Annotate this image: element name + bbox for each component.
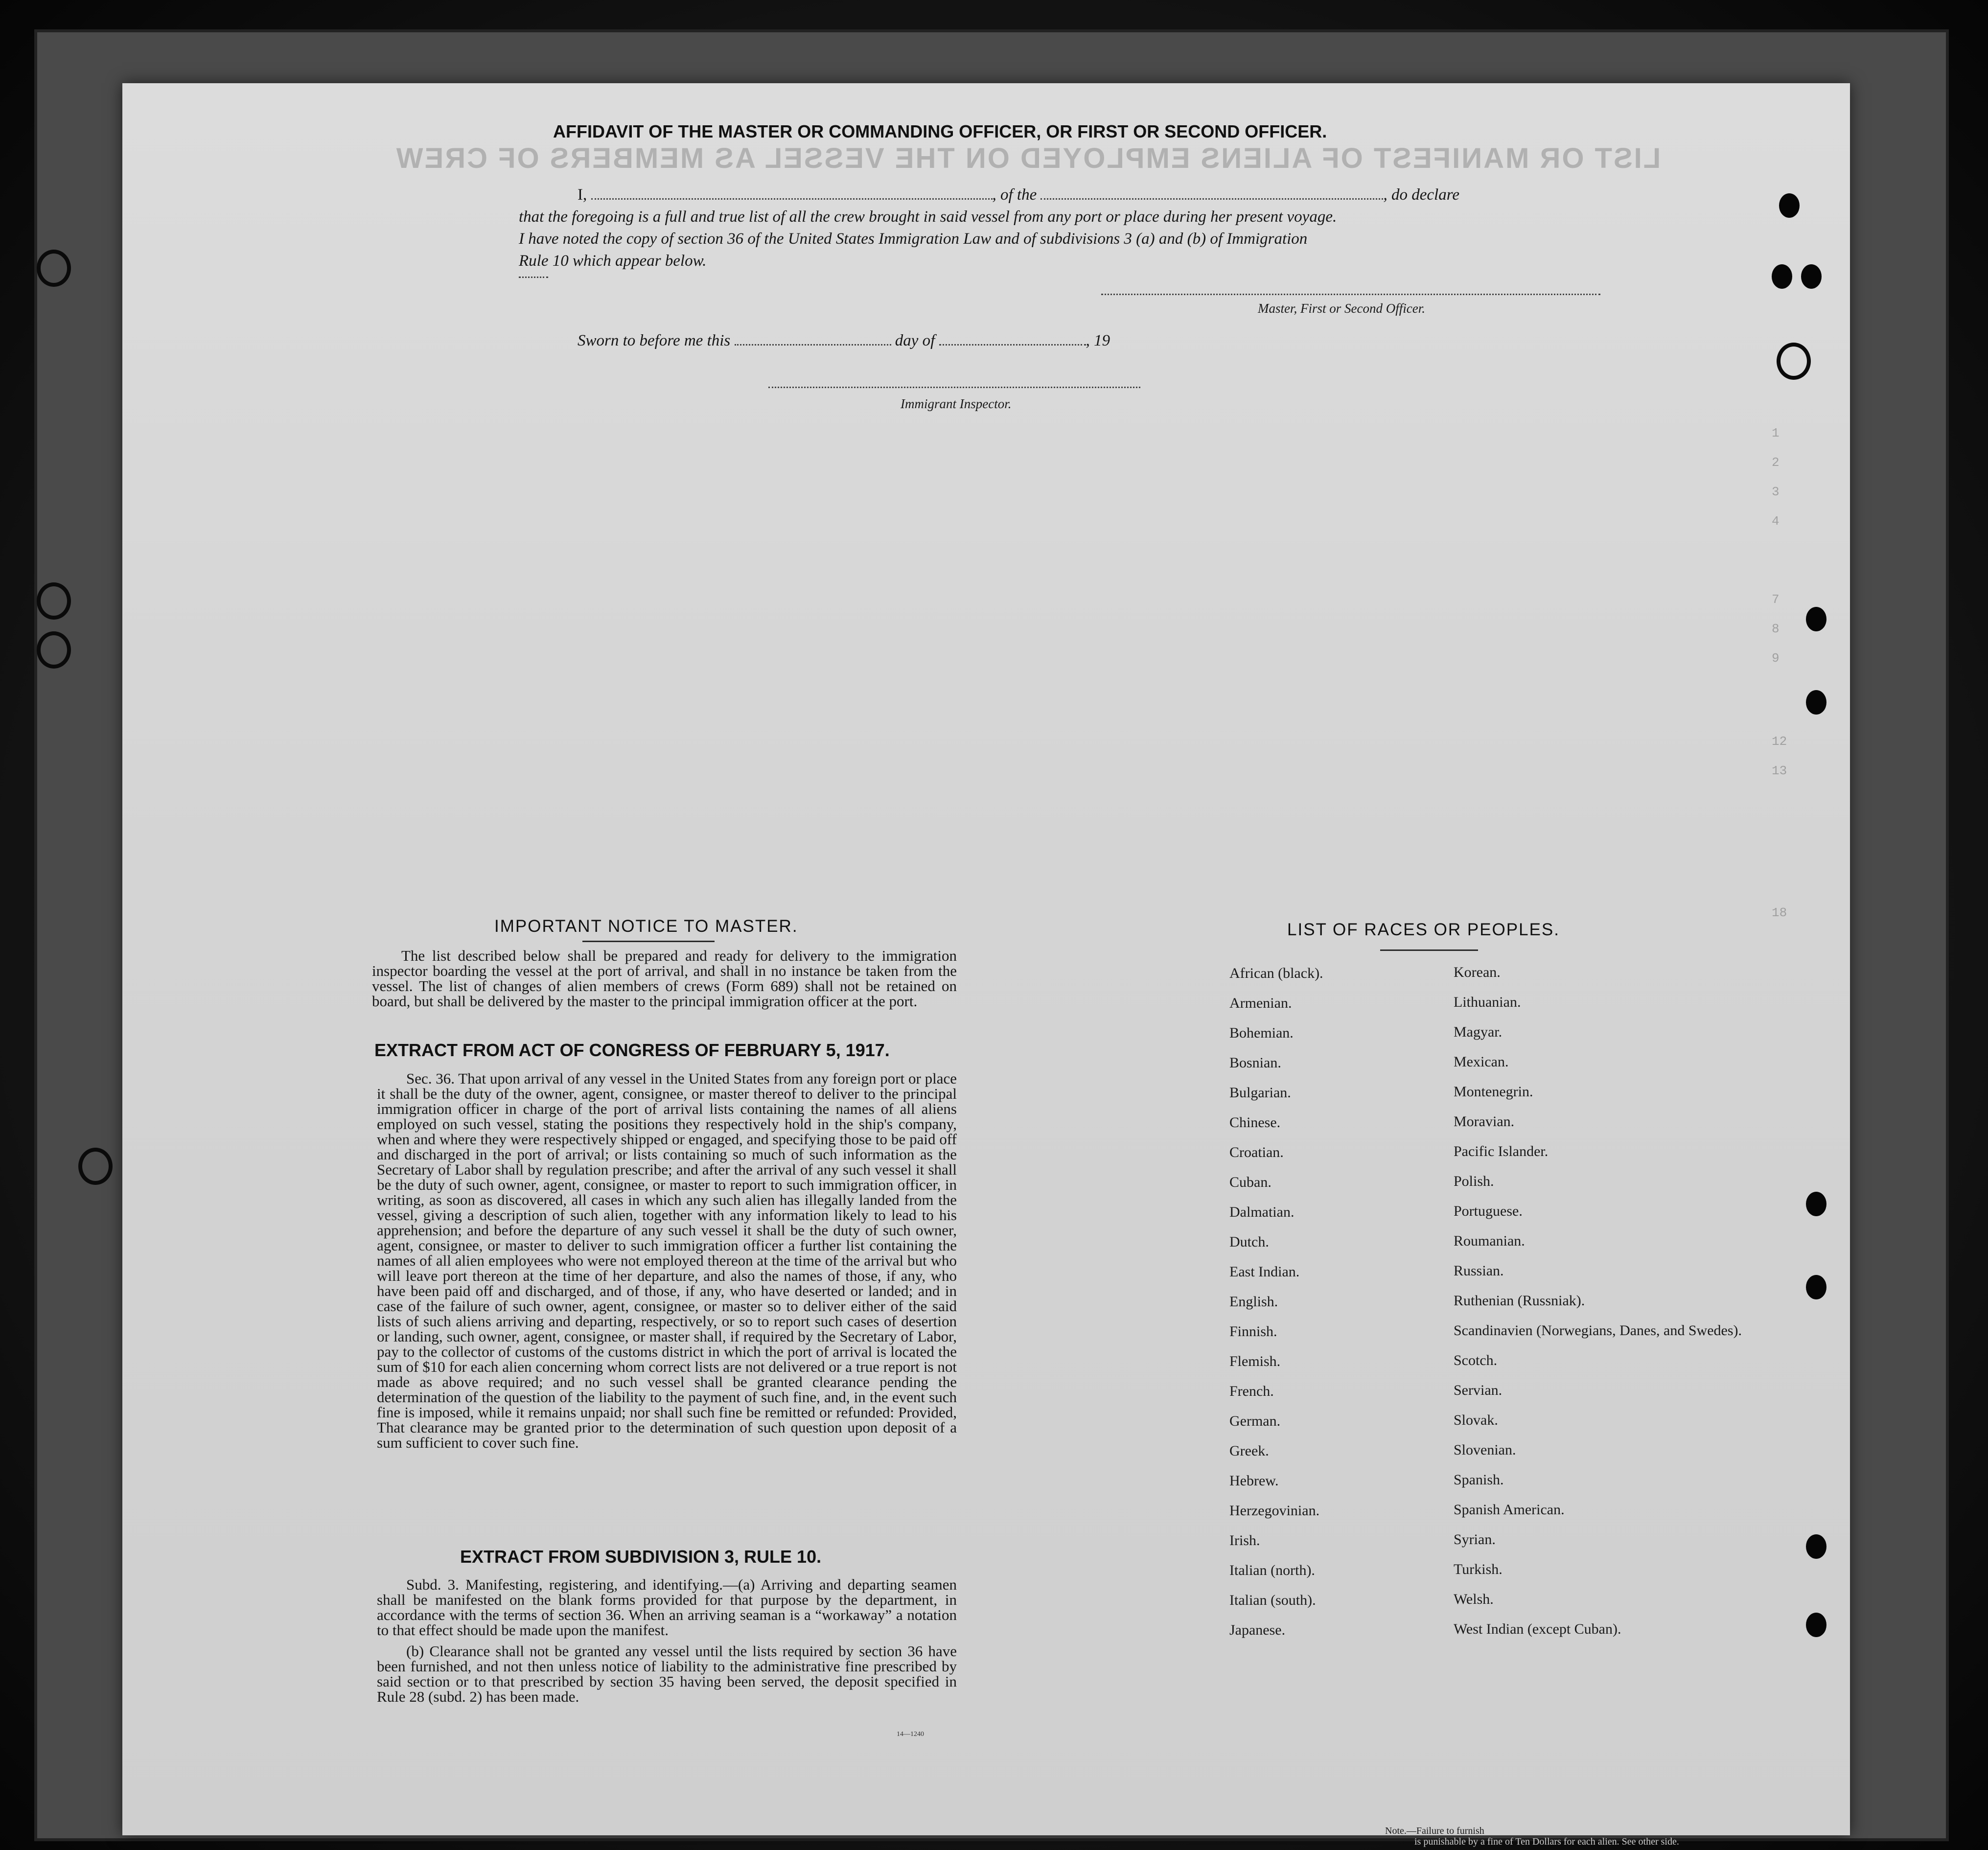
race-item: German. <box>1229 1413 1281 1429</box>
affidavit-line-2: that the foregoing is a full and true list of all the crew brought in said vessel from any port or place during her present voyage. <box>519 208 1337 226</box>
notice-title-rule <box>582 941 715 942</box>
form-number: 14—1240 <box>897 1731 924 1738</box>
sworn-day-label: day of <box>895 332 935 349</box>
punch-hole <box>1779 193 1800 218</box>
race-item: Irish. <box>1229 1532 1260 1549</box>
race-item: French. <box>1229 1383 1274 1399</box>
affidavit-i-label: I, <box>578 186 587 204</box>
bleed-through-heading: LIST OR MANIFEST OF ALIENS EMPLOYED ON THE VESSEL AS MEMBERS OF CREW <box>394 142 1661 174</box>
affidavit-line-4-underline <box>519 277 548 278</box>
race-item: Greek. <box>1229 1443 1269 1459</box>
affidavit-line-1 <box>578 186 1459 204</box>
punch-hole <box>1806 1275 1826 1299</box>
footer-note: Note.—Failure to furnish <box>1385 1826 1484 1835</box>
races-title: LIST OF RACES OR PEOPLES. <box>1287 920 1560 939</box>
punch-hole <box>1806 1613 1826 1637</box>
race-item: Lithuanian. <box>1454 994 1521 1010</box>
races-left-column <box>1229 965 1323 1652</box>
race-item: Servian. <box>1454 1382 1503 1398</box>
inspector-signature-caption: Immigrant Inspector. <box>901 396 1012 411</box>
punch-hole <box>1806 607 1826 631</box>
race-item: Croatian. <box>1229 1144 1284 1160</box>
race-item: Ruthenian (Russniak). <box>1454 1293 1585 1309</box>
extract-act-title: EXTRACT FROM ACT OF CONGRESS OF FEBRUARY 5, 1917. <box>374 1040 890 1060</box>
notice-title: IMPORTANT NOTICE TO MASTER. <box>494 917 798 936</box>
race-item: Roumanian. <box>1454 1233 1525 1249</box>
races-right-column <box>1454 964 1742 1651</box>
inspector-signature-field[interactable] <box>768 387 1140 388</box>
race-item: Magyar. <box>1454 1024 1503 1040</box>
punch-hole <box>1772 264 1792 289</box>
race-item: Cuban. <box>1229 1174 1271 1190</box>
race-item: Mexican. <box>1454 1054 1509 1070</box>
race-item: Bohemian. <box>1229 1025 1294 1041</box>
race-item: Finnish. <box>1229 1323 1277 1340</box>
sworn-label: Sworn to before me this <box>578 332 731 349</box>
race-item: Portuguese. <box>1454 1203 1523 1219</box>
punch-hole <box>1806 690 1826 715</box>
race-item: Herzegovinian. <box>1229 1503 1320 1519</box>
punch-hole <box>1806 1192 1826 1216</box>
race-item: Italian (north). <box>1229 1562 1315 1578</box>
officer-name-field[interactable] <box>591 198 993 200</box>
race-item: Hebrew. <box>1229 1473 1279 1489</box>
extract-rule-text-a: Subd. 3. Manifesting, registering, and identifying.—(a) Arriving and departing seamen shall be manifested on the blank forms provided for that purpose by the department, in accordance with the terms of section 36. When an arriving seaman is a “workaway” a notation to that effect should be made upon the manifest. <box>377 1576 957 1639</box>
punch-hole <box>1801 264 1822 289</box>
punch-hole <box>1777 343 1811 380</box>
document-page: LIST OR MANIFEST OF ALIENS EMPLOYED ON THE VESSEL AS MEMBERS OF CREW 1 2 3 4 7 8 9 12 13 18 AFFIDAVIT OF THE MASTER OR COMMANDING OFFICER, OR FIRST OR SECOND OFFICER. I, , of the , do declare that the foregoing is a full and true list of all the crew brought in said vessel from any port or place during her present voyage. I have noted the copy of section 36 of the United States Immigration Law and of subdivisions 3 (a) and (b) of Immigration Rule 10 which appear below. Master, First or Second Officer. Sworn to before me this day of , 19 Immigrant Inspector. IMPORTANT NOTICE TO MASTER. The list described below shall be prepared and ready for delivery to the immigration inspector boarding the vessel at the port of arrival, and shall in no instance be taken from the vessel. The list of changes of alien members of crews (Form 689) shall not be retained on board, but shall be delivered by the master to the principal immigration officer at the port. EXTRACT FROM ACT OF CONGRESS OF FEBRUARY 5, 1917. Sec. 36. That upon arrival of any vessel in the United States from any foreign port or place it shall be the duty of the owner, agent, consignee, or master thereof to deliver to the principal immigration officer in charge of the port of arrival lists containing the names of all aliens employed on such vessel, stating the positions they respectively hold in the ship's company, when and where they were respectively shipped or engaged, and specifying those to be paid off and discharged in the port of arrival; or lists containing so much of such information as the Secretary of Labor shall by regulation prescribe; and after the arrival of any such vessel it shall be the duty of such owner, agent, consignee, or master to report to such immigration officer, in writing, as soon as discovered, all cases in which any such alien has illegally landed from the vessel, giving a description of such alien, together with any information likely to lead to his apprehension; and before the departure of any such vessel it shall be the duty of such owner, agent, consignee, or master to deliver to such immigration officer a further list containing the names of all alien employees who were not employed thereon at the time of the arrival but who will leave port thereon at the time of her departure, and also the names of those, if any, who have been paid off and discharged, and of those, if any, who have deserted or landed; and in case of the failure of such owner, agent, consignee, or master so to deliver either of the said lists of such aliens arriving and departing, respectively, or so to report such cases of desertion or landing, such owner, agent, consignee, or master shall, if required by the Secretary of Labor, pay to the collector of customs of the customs district in which the port of arrival is located the sum of $10 for each alien concerning whom correct lists are not delivered or a true report is not made as above required; and no such vessel shall be granted clearance pending the determination of the question of the liability to the payment of such fine, and, in the event such fine is imposed, while it remains unpaid; nor shall such fine be remitted or refunded: Provided, That clearance may be granted prior to the determination of such question upon deposit of a sum sufficient to cover such fine. EXTRACT FROM SUBDIVISION 3, RULE 10. Subd. 3. Manifesting, registering, and identifying.—(a) Arriving and departing seamen shall be manifested on the blank forms provided for that purpose by the department, in accordance with the terms of section 36. When an arriving seaman is a “workaway” a notation to that effect should be made upon the manifest. (b) Clearance shall not be granted any vessel until the lists required by section 36 have been furnished, and not then unless notice of liability to the administrative fine prescribed by said section or to that prescribed by section 35 having been served, the deposit specified in Rule 28 (subd. 2) has been made. 14—1240 LIST OF RACES OR PEOPLES. African (black). Armenian. Bohemian. Bosnian. Bulgarian. Chinese. Croatian. Cuban. Dalmatian. Dutch. East Indian. English. Finnish. Flemish. French. German. Greek. Hebrew. Herzegovinian. Irish. Italian (north). Italian (south). Japanese. Korean. Lithuanian. Magyar. Mexican. Montenegrin. Moravian. Pacific Islander. Polish. Portuguese. Roumanian. Russian. Ruthenian (Russniak). Scandinavien (Norwegians, Danes, and Swedes). Scotch. Servian. Slovak. Slovenian. Spanish. Spanish American. Syrian. Turkish. Welsh. West Indian (except Cuban). Note.—Failure to furnish <box>122 83 1850 1835</box>
sworn-date-field[interactable] <box>735 344 891 346</box>
affidavit-of-label: , of the <box>992 186 1037 204</box>
race-item: Dalmatian. <box>1229 1204 1295 1220</box>
race-item: African (black). <box>1229 965 1323 981</box>
extract-rule-title: EXTRACT FROM SUBDIVISION 3, RULE 10. <box>460 1547 822 1567</box>
affidavit-declare-label: , do declare <box>1383 186 1459 204</box>
races-title-rule <box>1380 949 1478 951</box>
race-item: Italian (south). <box>1229 1592 1316 1608</box>
race-item: West Indian (except Cuban). <box>1454 1621 1621 1637</box>
punch-hole <box>1806 1534 1826 1559</box>
sworn-month-field[interactable] <box>939 344 1086 346</box>
race-item: Moravian. <box>1454 1113 1515 1130</box>
race-item: Polish. <box>1454 1173 1494 1189</box>
race-item: Dutch. <box>1229 1234 1269 1250</box>
affidavit-line-3: I have noted the copy of section 36 of the United States Immigration Law and of subdivisions 3 (a) and (b) of Immigration <box>519 230 1308 248</box>
binding-ring <box>37 631 71 669</box>
affidavit-line-4: Rule 10 which appear below. <box>519 252 707 270</box>
race-item: Scandinavien (Norwegians, Danes, and Swedes). <box>1454 1322 1742 1339</box>
race-item: Scotch. <box>1454 1352 1498 1368</box>
race-item: Korean. <box>1454 964 1501 980</box>
notice-text: The list described below shall be prepared and ready for delivery to the immigration inspector boarding the vessel at the port of arrival, and shall in no instance be taken from the vessel. The list of changes of alien members of crews (Form 689) shall not be retained on board, but shall be delivered by the master to the principal immigration officer at the port. <box>372 947 957 1010</box>
race-item: East Indian. <box>1229 1264 1300 1280</box>
master-signature-field[interactable] <box>1101 294 1600 295</box>
race-item: Spanish. <box>1454 1472 1504 1488</box>
race-item: Spanish American. <box>1454 1502 1565 1518</box>
binding-ring <box>37 250 71 287</box>
footer-penalty: is punishable by a fine of Ten Dollars for each alien. See other side. <box>1414 1836 1679 1847</box>
race-item: Welsh. <box>1454 1591 1494 1607</box>
race-item: Slovak. <box>1454 1412 1498 1428</box>
vessel-name-field[interactable] <box>1040 198 1383 200</box>
affidavit-title: AFFIDAVIT OF THE MASTER OR COMMANDING OFFICER, OR FIRST OR SECOND OFFICER. <box>553 121 1327 141</box>
race-item: English. <box>1229 1294 1278 1310</box>
sworn-year-label: , 19 <box>1086 332 1110 349</box>
binding-ring <box>78 1148 113 1185</box>
binding-ring <box>37 582 71 620</box>
race-item: Russian. <box>1454 1263 1504 1279</box>
race-item: Flemish. <box>1229 1353 1281 1369</box>
race-item: Pacific Islander. <box>1454 1143 1549 1159</box>
race-item: Armenian. <box>1229 995 1292 1011</box>
extract-act-text: Sec. 36. That upon arrival of any vessel in the United States from any foreign port or place it shall be the duty of the owner, agent, consignee, or master thereof to deliver to the principal immigration officer in charge of the port of arrival lists containing the names of all aliens employed on such vessel, stating the positions they respectively hold in the ship's company, when and where they were respectively shipped or engaged, and specifying those to be paid off and discharged in the port of arrival; or lists containing so much of such information as the Secretary of Labor shall by regulation prescribe; and after the arrival of any such vessel it shall be the duty of such owner, agent, consignee, or master to report to such immigration officer, in writing, as soon as discovered, all cases in which any such alien has illegally landed from the vessel, giving a description of such alien, together with any information likely to lead to his apprehension; and before the departure of any such vessel it shall be the duty of such owner, agent, consignee, or master to deliver to such immigration officer a further list containing the names of all alien employees who were not employed thereon at the time of the arrival but who will leave port thereon at the time of her departure, and also the names of those, if any, who have been paid off and discharged, and of those, if any, who have deserted or landed; and in case of the failure of such owner, agent, consignee, or master so to deliver either of the said lists of such aliens arriving and departing, respectively, or so to report such cases of desertion or landing, such owner, agent, consignee, or master shall, if required by the Secretary of Labor, pay to the collector of customs of the customs district in which the port of arrival is located the sum of $10 for each alien concerning whom correct lists are not delivered or a true report is not made as above required; and no such vessel shall be granted clearance pending the determination of the question of the liability to the payment of such fine, and, in the event such fine is imposed, while it remains unpaid; nor shall such fine be remitted or refunded: Provided, That clearance may be granted prior to the determination of such question upon deposit of a sum sufficient to cover such fine. <box>377 1070 957 1451</box>
race-item: Chinese. <box>1229 1114 1281 1131</box>
extract-rule-text-b: (b) Clearance shall not be granted any vessel until the lists required by section 36 have been furnished, and not then unless notice of liability to the administrative fine prescribed by said section or to that prescribed by section 35 having been served, the deposit specified in Rule 28 (subd. 2) has been made. <box>377 1642 957 1705</box>
master-signature-caption: Master, First or Second Officer. <box>1258 301 1425 316</box>
sworn-line <box>578 332 1110 350</box>
race-item: Bulgarian. <box>1229 1085 1291 1101</box>
race-item: Turkish. <box>1454 1561 1503 1577</box>
race-item: Slovenian. <box>1454 1442 1516 1458</box>
race-item: Montenegrin. <box>1454 1084 1533 1100</box>
race-item: Syrian. <box>1454 1531 1496 1548</box>
race-item: Bosnian. <box>1229 1055 1281 1071</box>
race-item: Japanese. <box>1229 1622 1286 1638</box>
